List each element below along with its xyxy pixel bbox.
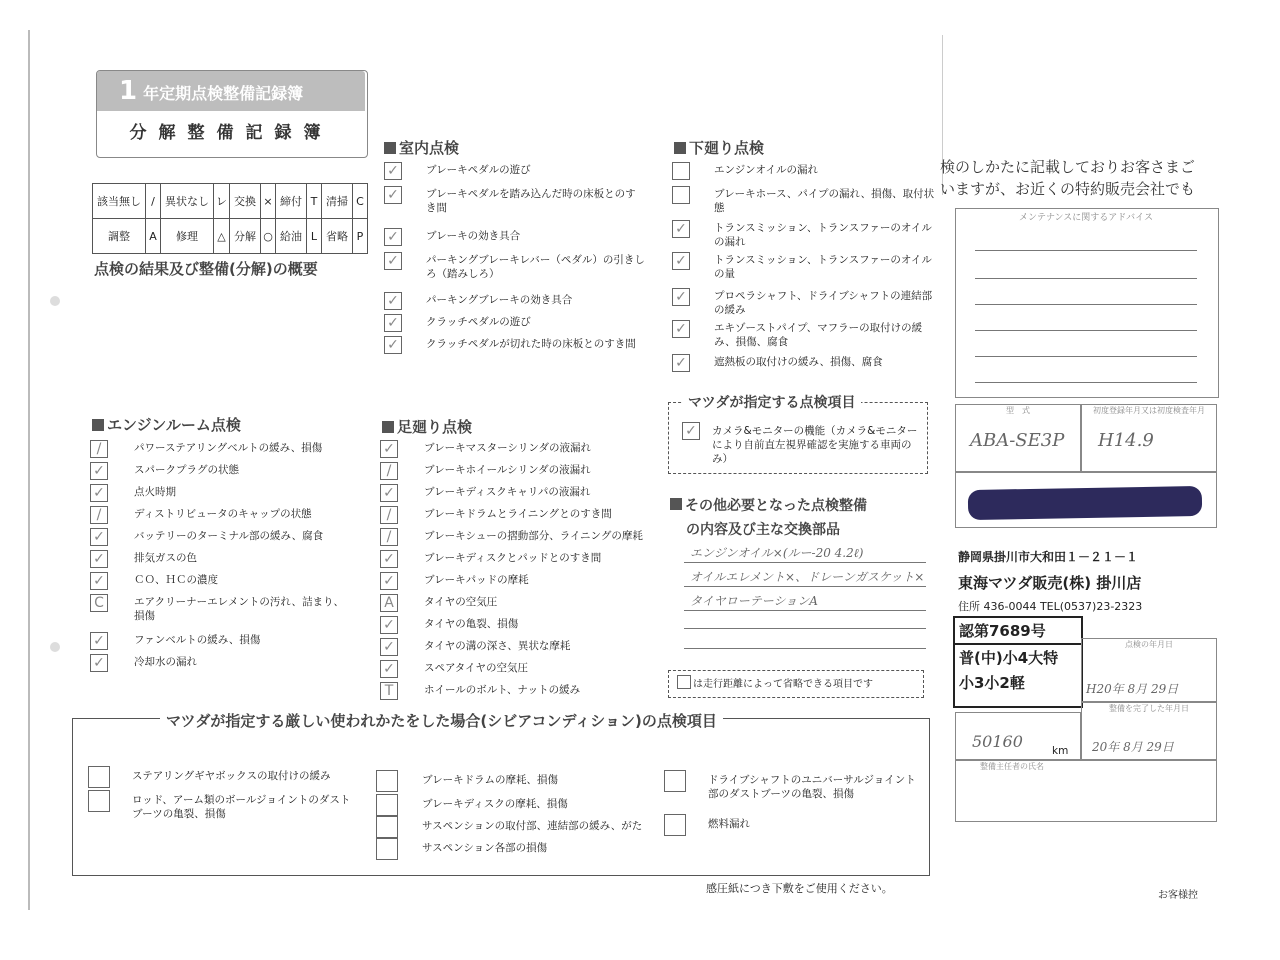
legend-row (93, 219, 368, 254)
check-mark: ✓ (387, 337, 399, 353)
mazda-designated-heading: マツダが指定する点検項目 (682, 392, 861, 412)
staff-label: 整備主任者の氏名 (980, 762, 1044, 771)
checklist-item: スペアタイヤの空気圧 (424, 662, 529, 674)
checklist-item: ホイールのボルト、ナットの緩み (424, 684, 581, 696)
checklist-item: ディストリビュータのキャップの状態 (134, 508, 312, 520)
checklist-item: ブレーキホース、パイプの漏れ、損傷、取付状態 (714, 188, 935, 214)
checkbox[interactable] (90, 462, 108, 480)
check-mark: ✓ (93, 485, 105, 501)
checklist-item: タイヤの亀裂、損傷 (424, 618, 519, 630)
checkbox[interactable] (88, 790, 110, 812)
checkbox[interactable] (90, 572, 108, 590)
document-title (97, 71, 365, 111)
legend-term: 省略 (322, 219, 353, 254)
legend-table (92, 183, 368, 254)
legend-term: 交換 (230, 184, 261, 219)
checkbox[interactable] (90, 440, 108, 458)
check-mark: ✓ (93, 655, 105, 671)
checkbox[interactable] (384, 252, 402, 270)
severe-condition-heading: マツダが指定する厳しい使われかたをした場合(シビアコンディション)の点検項目 (160, 710, 723, 731)
advice-line (975, 330, 1197, 331)
inspect-date-label: 点検の年月日 (1125, 640, 1173, 649)
first-reg-cell (1081, 404, 1217, 472)
checklist-item: タイヤの溝の深さ、異状な摩耗 (424, 640, 571, 652)
checkbox[interactable] (90, 632, 108, 650)
checkbox[interactable] (664, 814, 686, 836)
checklist-item: プロペラシャフト、ドライブシャフトの連結部の緩み (714, 290, 933, 316)
advice-line (975, 250, 1197, 251)
check-mark: / (386, 529, 392, 545)
check-mark: ✓ (387, 293, 399, 309)
checkbox[interactable] (90, 506, 108, 524)
footer-note: 感圧紙につき下敷をご使用ください。 (706, 882, 893, 895)
checkbox[interactable] (384, 228, 402, 246)
other-line-text: エンジンオイル×(ルー-20 4.2ℓ) (690, 546, 864, 560)
checklist-item: ブレーキディスクキャリパの液漏れ (424, 486, 591, 498)
legend-symbol: × (261, 184, 276, 219)
punch-hole (50, 296, 60, 306)
checklist-item: バッテリーのターミナル部の緩み、腐食 (134, 530, 324, 542)
check-mark: ✓ (675, 253, 687, 269)
legend-symbol: / (146, 184, 161, 219)
check-mark: T (384, 683, 394, 699)
check-mark: ✓ (93, 529, 105, 545)
check-mark (673, 163, 689, 179)
checkbox[interactable] (380, 572, 398, 590)
checklist-item: ブレーキドラムとライニングとのすき間 (424, 508, 612, 520)
legend-symbol: レ (214, 184, 230, 219)
checkbox[interactable] (672, 252, 690, 270)
severe-item: ステアリングギヤボックスの取付けの緩み (132, 770, 331, 782)
checkbox[interactable] (88, 766, 110, 788)
checkbox[interactable] (380, 682, 398, 700)
check-mark: ✓ (383, 551, 395, 567)
check-mark: ✓ (93, 463, 105, 479)
legend-symbol: P (353, 219, 368, 254)
checklist-item: ブレーキシューの摺動部分、ライニングの摩耗 (424, 530, 643, 542)
checklist-item: 冷却水の漏れ (134, 656, 197, 668)
legend-symbol: L (307, 219, 322, 254)
checkbox[interactable] (384, 162, 402, 180)
severe-item: ドライブシャフトのユニバーサルジョイント部のダストブーツの亀裂、損傷 (708, 774, 916, 800)
complete-date-label: 整備を完了した年月日 (1109, 704, 1189, 713)
other-line-text: タイヤローテーションA (690, 594, 818, 608)
legend-symbol: T (307, 184, 322, 219)
check-mark: ✓ (387, 163, 399, 179)
checkbox[interactable] (384, 314, 402, 332)
other-line (684, 610, 926, 611)
checkbox[interactable] (380, 484, 398, 502)
checkbox[interactable] (90, 484, 108, 502)
legend-term: 異状なし (161, 184, 214, 219)
checkbox[interactable] (380, 440, 398, 458)
legend-term: 調整 (93, 219, 146, 254)
checkbox-legend (677, 675, 691, 689)
advice-heading: メンテナンスに関するアドバイス (1018, 213, 1153, 223)
checklist-item: トランスミッション、トランスファーのオイルの量 (714, 254, 932, 280)
severe-item: ブレーキドラムの摩耗、損傷 (422, 774, 558, 786)
checkbox[interactable] (384, 292, 402, 310)
check-mark: / (96, 507, 102, 523)
interior-heading: 室内点検 (384, 137, 459, 158)
legend-row (93, 184, 368, 219)
checkbox[interactable] (672, 220, 690, 238)
check-mark: ✓ (383, 661, 395, 677)
underbody-heading: 下廻り点検 (674, 137, 764, 158)
checklist-item: ファンベルトの緩み、損傷 (134, 634, 261, 646)
check-mark: ✓ (383, 617, 395, 633)
checkbox[interactable] (380, 462, 398, 480)
check-mark: ✓ (383, 485, 395, 501)
checkbox[interactable] (672, 162, 690, 180)
checkbox[interactable] (376, 838, 398, 860)
legend-term: 該当無し (93, 184, 146, 219)
odometer-value: 50160 (972, 732, 1023, 751)
mazda-designated-item: カメラ&モニターの機能（カメラ&モニターにより自前直左視界確認を実施する車両のみ） (712, 425, 918, 465)
check-mark: ✓ (675, 355, 687, 371)
severe-item: ロッド、アーム類のボールジョイントのダストブーツの亀裂、損傷 (132, 794, 351, 820)
severe-item: サスペンションの取付部、連結部の緩み、がた (422, 820, 643, 832)
checkbox[interactable] (380, 638, 398, 656)
legend-symbol: △ (214, 219, 230, 254)
checkbox[interactable] (672, 288, 690, 306)
legend-term: 修理 (161, 219, 214, 254)
dealer-address: 静岡県掛川市大和田１－２１－１ (958, 550, 1139, 564)
redaction-mark (968, 486, 1202, 520)
other-line (684, 586, 926, 587)
summary-heading: 点検の結果及び整備(分解)の概要 (94, 260, 318, 278)
check-mark: / (386, 507, 392, 523)
other-line (684, 628, 926, 629)
check-mark: ✓ (675, 289, 687, 305)
legend-symbol: ○ (261, 219, 276, 254)
checklist-item: タイヤの空気圧 (424, 596, 498, 608)
checklist-item: パーキングブレーキレバー（ペダル）の引きしろ（踏みしろ） (426, 254, 645, 280)
chassis-heading: 足廻り点検 (382, 416, 472, 437)
checklist-item: エンジンオイルの漏れ (714, 164, 818, 176)
other-line (684, 562, 926, 563)
license-line-2: 小3小2軽 (959, 674, 1025, 692)
severe-item: ブレーキディスクの摩耗、損傷 (422, 798, 568, 810)
checkbox[interactable] (376, 816, 398, 838)
legend-term: 清掃 (322, 184, 353, 219)
dealer-tel: 住所 436-0044 TEL(0537)23-2323 (958, 600, 1143, 613)
check-mark: ✓ (387, 187, 399, 203)
odometer-note: は走行距離によって省略できる項目です (693, 679, 873, 690)
checkbox[interactable] (380, 616, 398, 634)
title-text: 年定期点検整備記録簿 (143, 84, 304, 103)
checkbox[interactable] (664, 770, 686, 792)
advice-line (975, 278, 1197, 279)
check-mark: ✓ (93, 573, 105, 589)
checkbox[interactable] (384, 186, 402, 204)
check-mark: A (384, 595, 394, 611)
punch-hole (50, 642, 60, 652)
advice-line (975, 356, 1197, 357)
severe-item: サスペンション各部の損傷 (422, 842, 548, 854)
document-subtitle: 分解整備記録簿 (129, 123, 333, 143)
check-mark: ✓ (383, 639, 395, 655)
checklist-item: ブレーキペダルを踏み込んだ時の床板とのすき間 (426, 188, 636, 214)
checklist-item: パワーステアリングベルトの緩み、損傷 (134, 442, 323, 454)
checkbox[interactable] (682, 422, 700, 440)
check-mark: ✓ (387, 229, 399, 245)
certification-stamp (953, 616, 1083, 708)
check-mark: ✓ (675, 321, 687, 337)
checkbox[interactable] (376, 794, 398, 816)
checklist-item: 排気ガスの色 (134, 552, 197, 564)
check-mark: ✓ (685, 423, 697, 439)
intro-text: 検のしかたに記載しておりお客さまご いますが、お近くの特約販売会社でも (940, 158, 1196, 198)
check-mark: ✓ (383, 441, 395, 457)
checkbox[interactable] (380, 550, 398, 568)
check-mark: ✓ (387, 315, 399, 331)
checkbox[interactable] (90, 654, 108, 672)
first-reg-label: 初度登録年月又は初度検査年月 (1093, 406, 1205, 415)
legend-term: 給油 (276, 219, 307, 254)
check-mark: / (386, 463, 392, 479)
legend-term: 分解 (230, 219, 261, 254)
checklist-item: パーキングブレーキの効き具合 (426, 294, 573, 306)
odometer-note-box (668, 670, 924, 698)
check-mark: ✓ (387, 253, 399, 269)
license-line-1: 普(中)小4大特 (959, 649, 1059, 667)
checkbox[interactable] (672, 354, 690, 372)
checkbox[interactable] (380, 528, 398, 546)
check-mark: ✓ (93, 551, 105, 567)
checkbox[interactable] (376, 770, 398, 792)
cert-number: 認第7689号 (955, 618, 1081, 645)
checklist-item: エアクリーナーエレメントの汚れ、詰まり、損傷 (134, 596, 344, 622)
check-mark: / (96, 441, 102, 457)
other-line-text: オイルエレメント×、ドレーンガスケット× (690, 570, 925, 584)
dealer-name: 東海マツダ販売(株) 掛川店 (958, 574, 1142, 592)
checkbox[interactable] (672, 186, 690, 204)
advice-box (955, 208, 1219, 398)
complete-date-value: 20年 8月 29日 (1092, 740, 1174, 754)
other-heading: その他必要となった点検整備 の内容及び主な交換部品 (670, 494, 867, 542)
checklist-item: ブレーキパッドの摩耗 (424, 574, 529, 586)
checklist-item: ブレーキペダルの遊び (426, 164, 531, 176)
staff-cell (955, 760, 1217, 822)
check-mark: C (94, 595, 104, 611)
check-mark: ✓ (675, 221, 687, 237)
checklist-item: ブレーキの効き具合 (426, 230, 521, 242)
checklist-item: ブレーキマスターシリンダの液漏れ (424, 442, 591, 454)
checklist-item: 遮熱板の取付けの緩み、損傷、腐食 (714, 356, 883, 368)
model-label: 型 式 (1006, 406, 1030, 415)
checklist-item: ブレーキホイールシリンダの液漏れ (424, 464, 591, 476)
advice-line (975, 304, 1197, 305)
checklist-item: ブレーキディスクとパッドとのすき間 (424, 552, 602, 564)
advice-line (975, 382, 1197, 383)
checkbox[interactable] (90, 594, 108, 612)
page-edge (28, 30, 30, 910)
inspect-date-value: H20年 8月 29日 (1086, 682, 1179, 696)
checkbox[interactable] (380, 660, 398, 678)
checklist-item: エキゾーストパイプ、マフラーの取付けの緩み、損傷、腐食 (714, 322, 923, 348)
title-number: 1 (119, 76, 138, 106)
other-line (684, 648, 926, 649)
model-value: ABA-SE3P (970, 430, 1065, 451)
legend-symbol: A (146, 219, 161, 254)
severe-item: 燃料漏れ (708, 818, 750, 830)
checklist-item: 点火時期 (134, 486, 176, 498)
checkbox[interactable] (380, 506, 398, 524)
checklist-item: クラッチペダルの遊び (426, 316, 531, 328)
check-mark: ✓ (93, 633, 105, 649)
legend-term: 締付 (276, 184, 307, 219)
checklist-item: クラッチペダルが切れた時の床板とのすき間 (426, 338, 636, 350)
first-reg-value: H14.9 (1098, 430, 1154, 451)
checkbox[interactable] (672, 320, 690, 338)
checkbox[interactable] (384, 336, 402, 354)
checklist-item: スパークプラグの状態 (134, 464, 239, 476)
model-cell (955, 404, 1081, 472)
check-mark (673, 187, 689, 203)
customer-copy-label: お客様控 (1158, 890, 1198, 901)
engine-room-heading: エンジンルーム点検 (92, 414, 241, 435)
checkbox[interactable] (90, 550, 108, 568)
checkbox[interactable] (380, 594, 398, 612)
odometer-unit: km (1052, 745, 1069, 757)
checklist-item: ＣＯ、ＨＣの濃度 (134, 574, 218, 586)
check-mark: ✓ (383, 573, 395, 589)
checklist-item: トランスミッション、トランスファーのオイルの漏れ (714, 222, 932, 248)
legend-symbol: C (353, 184, 368, 219)
checkbox[interactable] (90, 528, 108, 546)
